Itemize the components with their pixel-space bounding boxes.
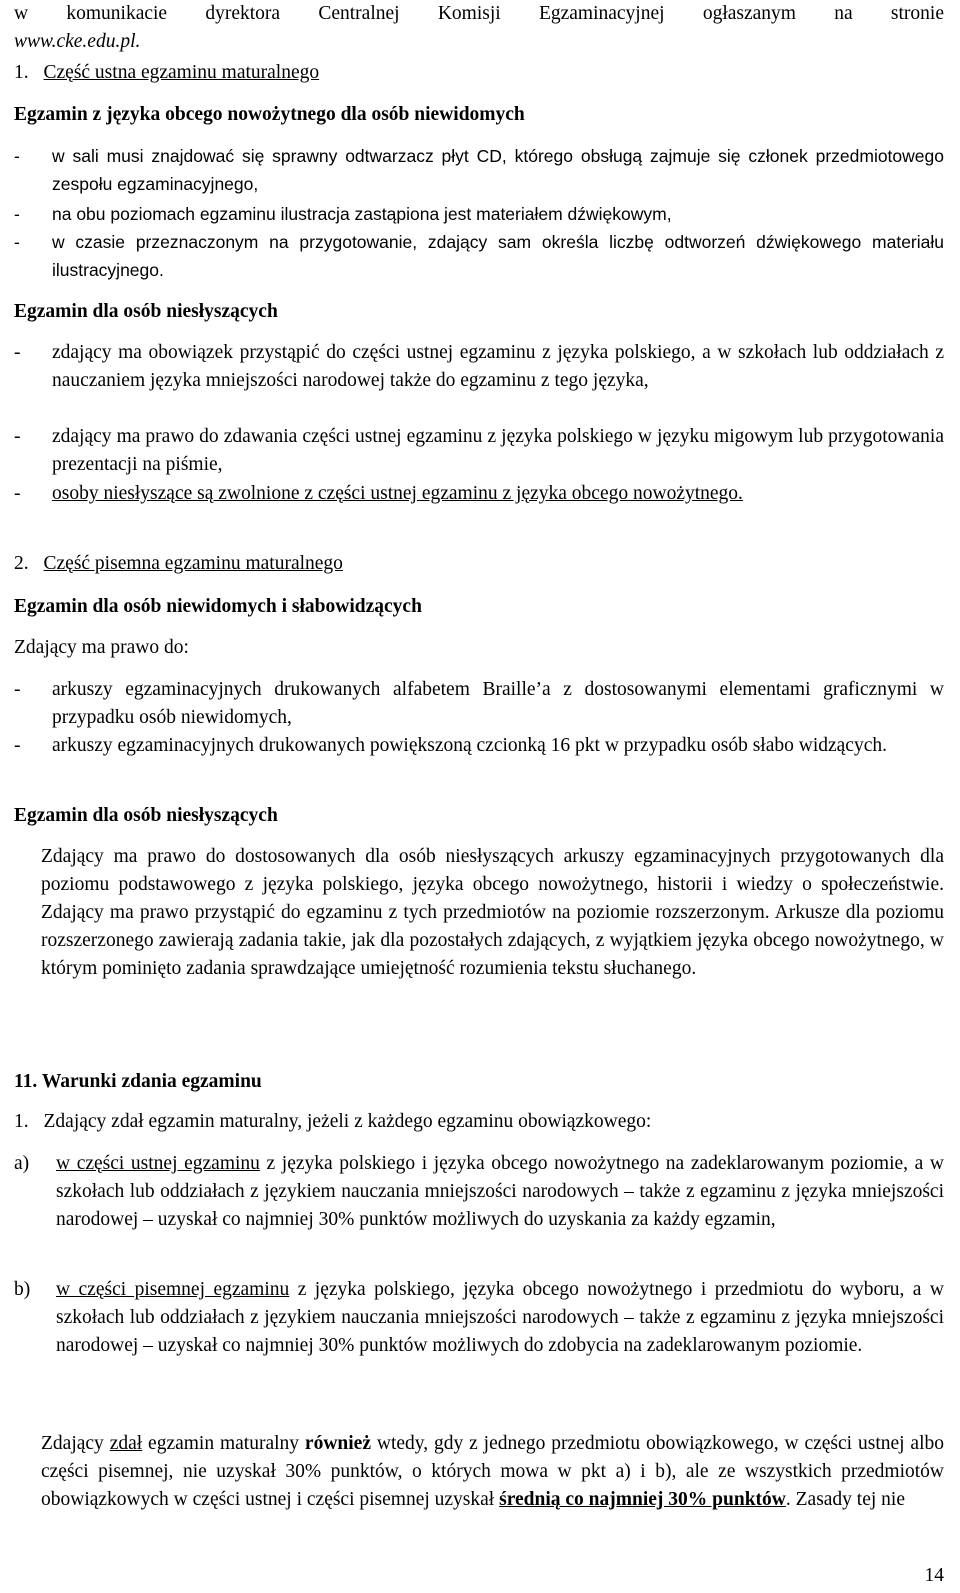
blind-written-heading: Egzamin dla osób niewidomych i słabowidzących [14, 596, 422, 617]
deaf-oral-heading: Egzamin dla osób niesłyszących [14, 301, 278, 322]
section-1-title-text: Część ustna egzaminu maturalnego [43, 62, 320, 83]
deaf-written-paragraph: Zdający ma prawo do dostosowanych dla osób niesłyszących arkuszy egzaminacyjnych przygotowanych dla poziomu podstawowego z języka polskiego, języka obcego nowożytnego, historii i wiedzy o społeczeństwie. Zdający ma prawo przystąpić do egzaminu z tych przedmiotów na poziomie rozszerzonym. Arkusze dla poziomu rozszerzonego zawierają zadania takie, jak dla pozostałych zdających, z wyjątkiem języka obcego nowożytnego, w którym pominięto zadania sprawdzające umiejętność rozumienia tekstu słuchanego. [41, 846, 944, 979]
section-1-title [14, 59, 944, 87]
final-paragraph: Zdający zdał egzamin maturalny również wtedy, gdy z jednego przedmiotu obowiązkowego, w części ustnej albo części pisemnej, nie uzyskał 30% punktów, o których mowa w pkt a) i b), ale ze wszystkich przedmiotów obowiązkowych w części ustnej i części pisemnej uzyskał średnią co najmniej 30% punktów. Zasady tej nie [41, 1433, 945, 1510]
blind-oral-heading: Egzamin z języka obcego nowożytnego dla osób niewidomych [14, 104, 525, 125]
intro-line-1: w komunikacie dyrektora Centralnej Komisji Egzaminacyjnej ogłaszanym na stronie [14, 3, 944, 24]
condition-intro-text: Zdający zdał egzamin maturalny, jeżeli z każdego egzaminu obowiązkowego: [43, 1111, 652, 1132]
page-number: 14 [924, 1565, 944, 1586]
intro-line-2: www.cke.edu.pl. [14, 31, 141, 52]
condition-number: 1. [14, 1111, 29, 1132]
deaf-written-heading: Egzamin dla osób niesłyszących [14, 805, 278, 826]
rights-intro: Zdający ma prawo do: [14, 637, 189, 658]
section-2-title-text: Część pisemna egzaminu maturalnego [43, 553, 343, 574]
section-11-heading: 11. Warunki zdania egzaminu [14, 1071, 262, 1092]
section-2-number: 2. [14, 553, 29, 574]
section-1-number: 1. [14, 62, 29, 83]
section-2-title [14, 550, 944, 578]
condition-intro [14, 1108, 944, 1136]
